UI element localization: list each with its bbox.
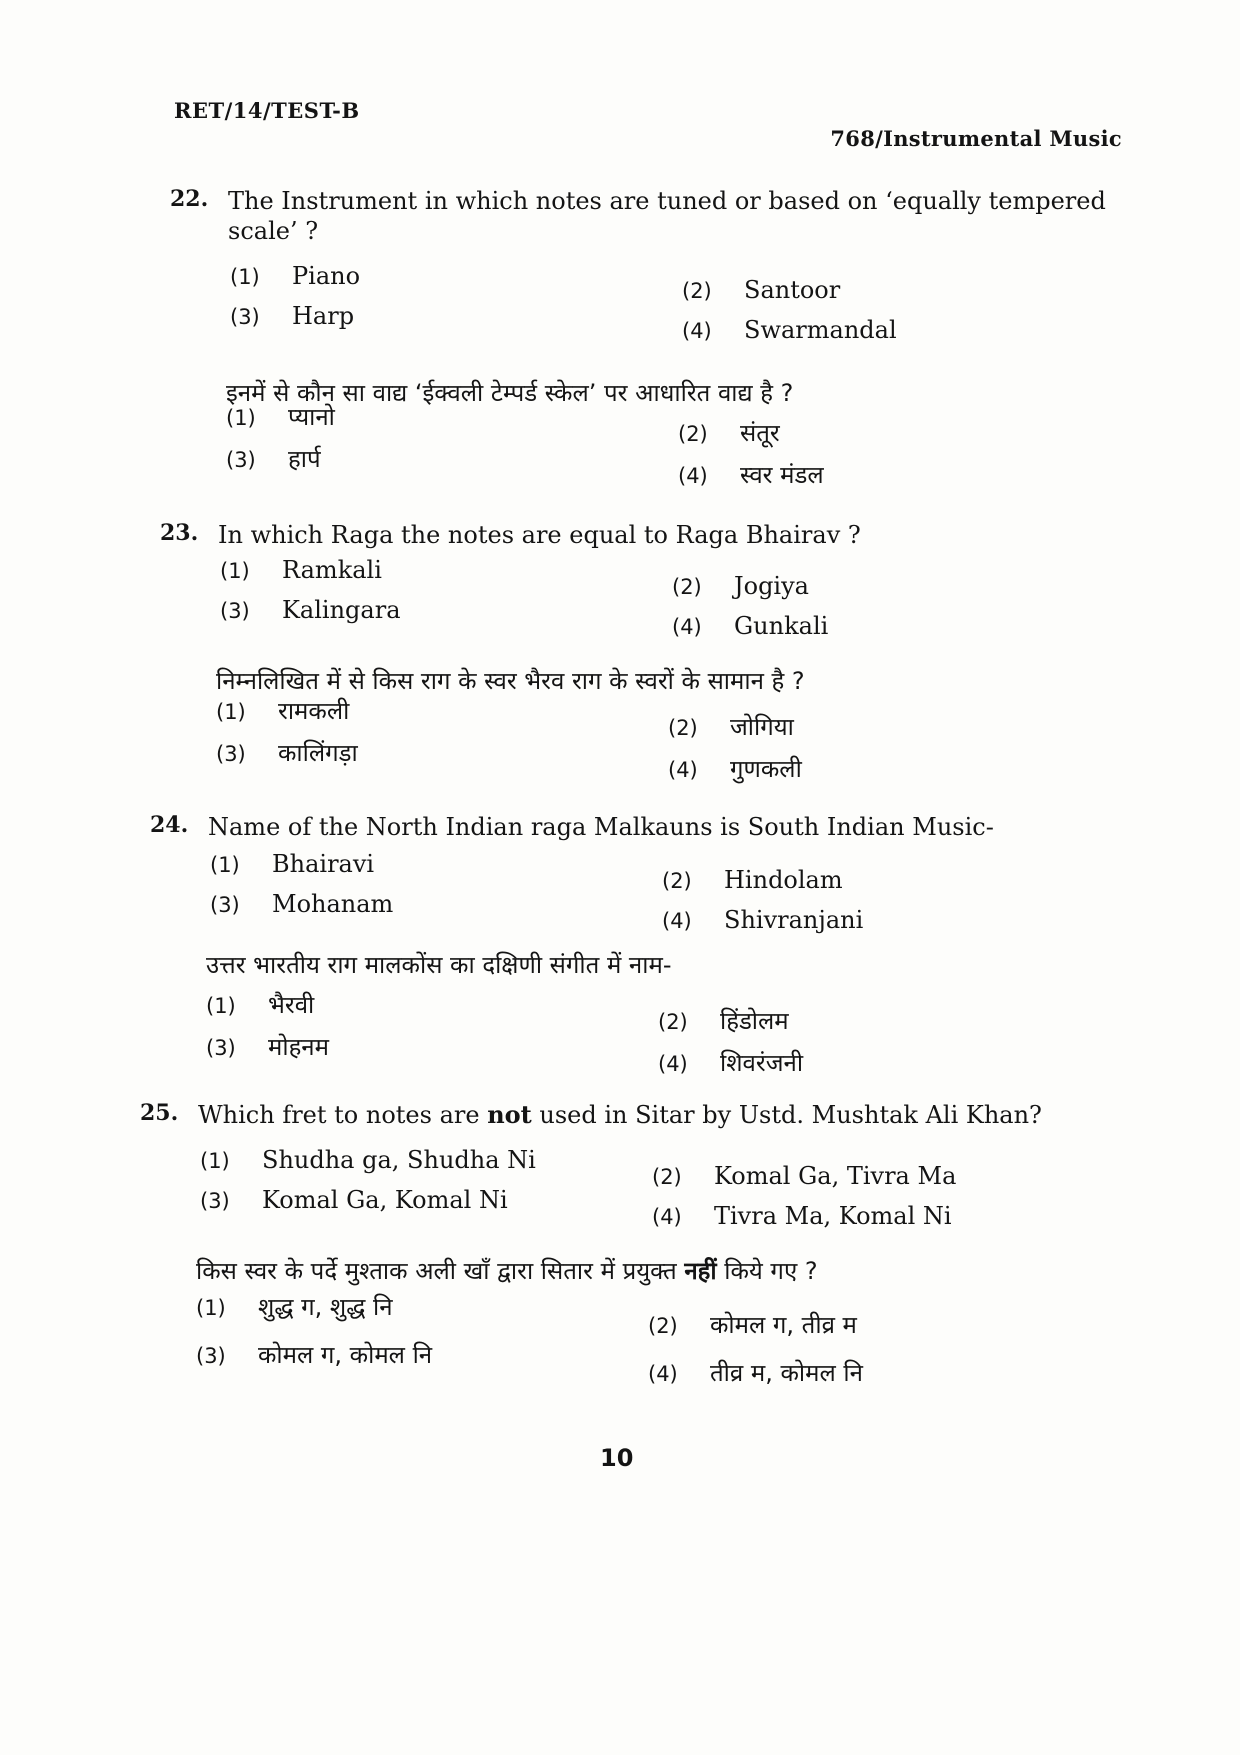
option-3-en: (3) Komal Ga, Komal Ni	[200, 1186, 508, 1214]
option-1-en: (1) Ramkali	[220, 556, 382, 584]
option-3-en: (3) Harp	[230, 302, 355, 330]
option-4-en: (4) Tivra Ma, Komal Ni	[652, 1202, 952, 1230]
question-text-en: Which fret to notes are not used in Sitar by Ustd. Mushtak Ali Khan?	[198, 1100, 1042, 1129]
option-3-hi: (3) कालिंगड़ा	[216, 739, 358, 767]
emphasis-not: not	[487, 1100, 532, 1129]
option-4-en: (4) Swarmandal	[682, 316, 897, 344]
option-2-hi: (2) संतूर	[678, 419, 780, 447]
option-2-hi: (2) कोमल ग, तीव्र म	[648, 1311, 857, 1339]
option-2-en: (2) Santoor	[682, 276, 841, 304]
option-1-en: (1) Bhairavi	[210, 850, 375, 878]
subject-title: 768/Instrumental Music	[830, 126, 1122, 151]
option-2-hi: (2) हिंडोलम	[658, 1007, 789, 1035]
question-text-hi: निम्नलिखित में से किस राग के स्वर भैरव राग के स्वरों के सामान है ?	[216, 667, 805, 695]
option-2-en: (2) Komal Ga, Tivra Ma	[652, 1162, 957, 1190]
question-number: 22.	[170, 186, 209, 212]
option-4-hi: (4) स्वर मंडल	[678, 461, 824, 489]
option-4-en: (4) Shivranjani	[662, 906, 864, 934]
option-2-hi: (2) जोगिया	[668, 713, 794, 741]
option-3-hi: (3) हार्प	[226, 445, 321, 473]
question-text-en: Name of the North Indian raga Malkauns is South Indian Music-	[208, 813, 994, 841]
option-2-en: (2) Jogiya	[672, 572, 809, 600]
option-3-en: (3) Mohanam	[210, 890, 394, 918]
question-text-en: In which Raga the notes are equal to Raga Bhairav ?	[218, 521, 861, 549]
option-1-hi: (1) भैरवी	[206, 991, 315, 1019]
question-text-hi: उत्तर भारतीय राग मालकोंस का दक्षिणी संगीत में नाम-	[206, 951, 672, 979]
option-1-hi: (1) रामकली	[216, 697, 350, 725]
option-1-hi: (1) शुद्ध ग, शुद्ध नि	[196, 1293, 393, 1321]
option-2-en: (2) Hindolam	[662, 866, 843, 894]
page-number: 10	[600, 1444, 634, 1472]
option-3-en: (3) Kalingara	[220, 596, 401, 624]
option-4-hi: (4) शिवरंजनी	[658, 1049, 804, 1077]
option-3-hi: (3) कोमल ग, कोमल नि	[196, 1341, 433, 1369]
question-text-hi: किस स्वर के पर्दे मुश्ताक अली खाँ द्वारा सितार में प्रयुक्त नहीं किये गए ?	[196, 1257, 818, 1285]
question-text-en: The Instrument in which notes are tuned or based on ‘equally tempered scale’ ?	[228, 187, 1106, 245]
question-number: 24.	[150, 812, 189, 838]
option-4-en: (4) Gunkali	[672, 612, 829, 640]
option-4-hi: (4) गुणकली	[668, 755, 802, 783]
question-number: 23.	[160, 520, 199, 546]
option-3-hi: (3) मोहनम	[206, 1033, 329, 1061]
option-1-en: (1) Shudha ga, Shudha Ni	[200, 1146, 536, 1174]
option-4-hi: (4) तीव्र म, कोमल नि	[648, 1359, 863, 1387]
question-text-hi: इनमें से कौन सा वाद्य ‘ईक्वली टेम्पर्ड स्केल’ पर आधारित वाद्य है ?	[226, 379, 794, 407]
option-1-hi: (1) प्यानो	[226, 403, 335, 431]
emphasis-nahin: नहीं	[684, 1257, 717, 1285]
option-1-en: (1) Piano	[230, 262, 361, 290]
paper-code: RET/14/TEST-B	[174, 98, 360, 123]
question-number: 25.	[140, 1100, 179, 1126]
